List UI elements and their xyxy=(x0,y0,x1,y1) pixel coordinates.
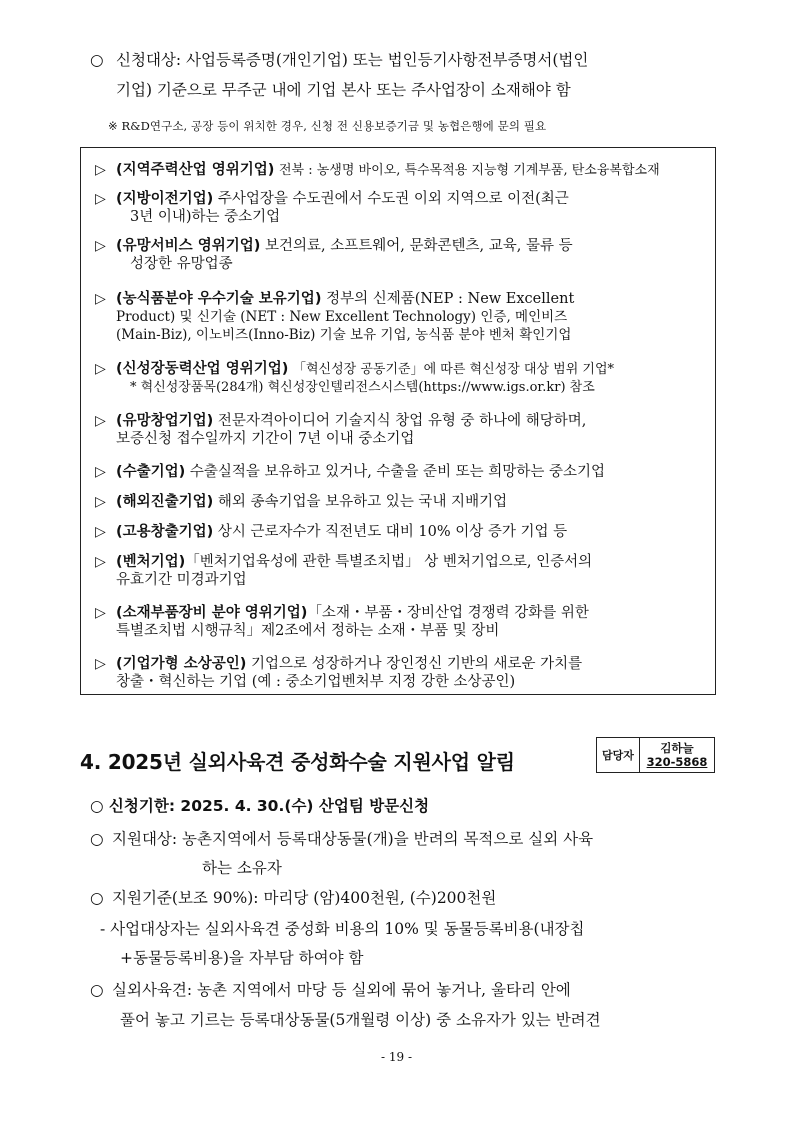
list-item: ▷ (해외진출기업) 해외 종속기업을 보유하고 있는 국내 지배기업 xyxy=(95,494,508,510)
list-item: ▷ (수출기업) 수출실적을 보유하고 있거나, 수출을 준비 또는 희망하는 중소기업 xyxy=(95,464,605,480)
intro-line-2: 기업) 기준으로 무주군 내에 기업 본사 또는 주사업장이 소재해야 함 xyxy=(116,81,571,99)
contact-name: 김하늘 xyxy=(660,741,694,755)
contact-info xyxy=(640,738,714,772)
triangle-marker-icon: ▷ xyxy=(95,554,106,570)
triangle-marker-icon: ▷ xyxy=(95,413,106,429)
eligible-companies-box xyxy=(80,147,716,695)
circle-bullet-icon: ○ xyxy=(90,889,104,907)
circle-bullet-icon: ○ xyxy=(90,981,104,999)
triangle-marker-icon: ▷ xyxy=(95,464,106,480)
triangle-marker-icon: ▷ xyxy=(95,605,106,621)
list-item: ▷ (지역주력산업 영위기업) 전북 : 농생명 바이오, 특수목적용 지능형 기계부품, 탄소융복합소재 xyxy=(95,162,660,178)
criteria-line: ○ 지원기준(보조 90%): 마리당 (암)400천원, (수)200천원 xyxy=(90,889,497,907)
list-item: ▷ (농식품분야 우수기술 보유기업) 정부의 신제품(NEP : New Excellent Product) 및 신기술 (NET : New Excellent Technology) 인증, 메인비즈 (Main-Biz), 이노비즈(Inno-Biz) 기술 보유 기업, 농식품 분야 벤처 확인기업 xyxy=(95,291,575,343)
triangle-marker-icon: ▷ xyxy=(95,656,106,672)
burden-line-2: +동물등록비용)을 자부담 하여야 함 xyxy=(120,949,364,967)
page-number: - 19 - xyxy=(380,1050,412,1064)
contact-label: 담당자 xyxy=(597,738,640,772)
triangle-marker-icon: ▷ xyxy=(95,238,106,254)
contact-phone: 320-5868 xyxy=(646,755,708,769)
triangle-marker-icon: ▷ xyxy=(95,361,106,377)
list-item: ▷ (소재부품장비 분야 영위기업)「소재・부품・장비산업 경쟁력 강화를 위한 특별조치법 시행규칙」제2조에서 정하는 소재・부품 및 장비 xyxy=(95,605,589,639)
intro-note: ※ R&D연구소, 공장 등이 위치한 경우, 신청 전 신용보증기금 및 농협은행에 문의 필요 xyxy=(108,119,547,133)
circle-bullet-icon: ○ xyxy=(90,51,104,69)
list-item: ▷ (유망창업기업) 전문자격아이디어 기술지식 창업 유형 중 하나에 해당하며, 보증신청 접수일까지 기간이 7년 이내 중소기업 xyxy=(95,413,587,447)
list-item: ▷ (신성장동력산업 영위기업) 「혁신성장 공동기준」에 따른 혁신성장 대상 범위 기업* * 혁신성장품목(284개) 혁신성장인텔리전스시스템(https://www.igs.or.kr) 참조 xyxy=(95,361,615,395)
list-item: ▷ (고용창출기업) 상시 근로자수가 직전년도 대비 10% 이상 증가 기업 등 xyxy=(95,524,568,540)
list-item: ▷ (벤처기업)「벤처기업육성에 관한 특별조치법」 상 벤처기업으로, 인증서의 유효기간 미경과기업 xyxy=(95,554,593,588)
list-item: ▷ (지방이전기업) 주사업장을 수도권에서 수도권 이외 지역으로 이전(최근 3년 이내)하는 중소기업 xyxy=(95,191,569,225)
deadline-line: ○ 신청기한: 2025. 4. 30.(수) 산업팀 방문신청 xyxy=(90,797,430,815)
target-line-1: ○ 지원대상: 농촌지역에서 등록대상동물(개)을 반려의 목적으로 실외 사육 xyxy=(90,830,594,848)
intro-line-1 xyxy=(90,50,588,70)
target-line-2: 하는 소유자 xyxy=(202,859,282,877)
list-item: ▷ (유망서비스 영위기업) 보건의료, 소프트웨어, 문화콘텐츠, 교육, 물류 등 성장한 유망업종 xyxy=(95,238,573,272)
section-title: 4. 2025년 실외사육견 중성화수술 지원사업 알림 xyxy=(80,750,515,774)
circle-bullet-icon: ○ xyxy=(90,830,104,848)
triangle-marker-icon: ▷ xyxy=(95,494,106,510)
definition-line-1: ○ 실외사육견: 농촌 지역에서 마당 등 실외에 묶어 놓거나, 울타리 안에 xyxy=(90,981,571,999)
burden-line-1: - 사업대상자는 실외사육견 중성화 비용의 10% 및 동물등록비용(내장칩 xyxy=(100,920,585,938)
triangle-marker-icon: ▷ xyxy=(95,291,106,307)
list-item: ▷ (기업가형 소상공인) 기업으로 성장하거나 장인정신 기반의 새로운 가치를 창출・혁신하는 기업 (예 : 중소기업벤처부 지정 강한 소상공인) xyxy=(95,656,583,690)
triangle-marker-icon: ▷ xyxy=(95,191,106,207)
contact-box xyxy=(596,737,715,773)
triangle-marker-icon: ▷ xyxy=(95,162,106,178)
triangle-marker-icon: ▷ xyxy=(95,524,106,540)
definition-line-2: 풀어 놓고 기르는 등록대상동물(5개월령 이상) 중 소유자가 있는 반려견 xyxy=(120,1011,601,1029)
intro-text-1: 신청대상: 사업등록증명(개인기업) 또는 법인등기사항전부증명서(법인 xyxy=(116,51,589,69)
